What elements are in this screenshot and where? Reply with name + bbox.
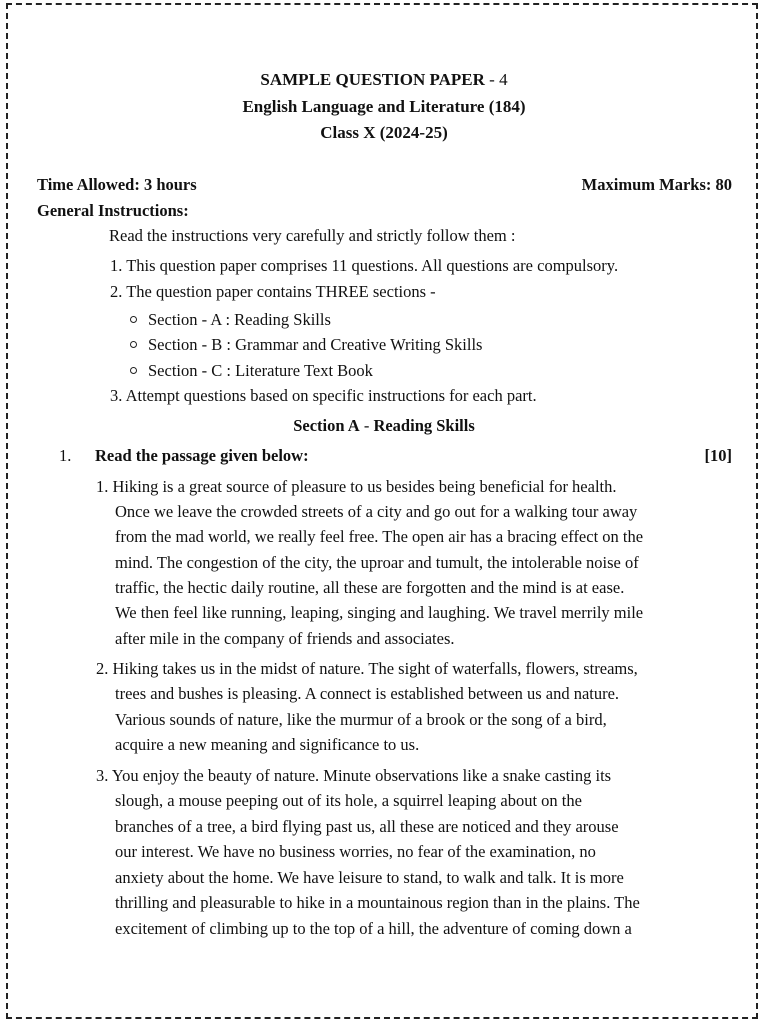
passage-line: after mile in the company of friends and associates. — [115, 629, 455, 648]
paper-class: Class X (2024-25) — [320, 123, 448, 142]
instruction-item: 3. Attempt questions based on specific instructions for each part. — [110, 386, 537, 405]
section-list-item: Section - B : Grammar and Creative Writing Skills — [148, 335, 483, 354]
passage-line: from the mad world, we really feel free. The open air has a bracing effect on the — [115, 527, 644, 546]
question-prompt: Read the passage given below: — [95, 446, 309, 465]
instructions-heading: General Instructions: — [37, 201, 189, 220]
instruction-item: 1. This question paper comprises 11 questions. All questions are compulsory. — [110, 256, 619, 275]
maximum-marks: Maximum Marks: 80 — [581, 175, 732, 194]
passage-line: Various sounds of nature, like the murmur of a brook or the song of a bird, — [115, 710, 607, 729]
time-allowed: Time Allowed: 3 hours — [37, 175, 197, 194]
bullet-circle-icon — [130, 341, 137, 348]
bullet-circle-icon — [130, 316, 137, 323]
passage-line: excitement of climbing up to the top of a hill, the adventure of coming down a — [115, 919, 632, 938]
passage-line: anxiety about the home. We have leisure to stand, to walk and talk. It is more — [115, 868, 624, 887]
instructions-intro: Read the instructions very carefully and strictly follow them : — [109, 226, 516, 245]
passage-line: traffic, the hectic daily routine, all these are forgotten and the mind is at ease. — [115, 578, 625, 597]
passage-line: slough, a mouse peeping out of its hole, a squirrel leaping about on the — [115, 791, 582, 810]
passage-line: trees and bushes is pleasing. A connect is established between us and nature. — [115, 684, 620, 703]
passage-line: thrilling and pleasurable to hike in a mountainous region than in the plains. The — [115, 893, 640, 912]
passage-line: 2. Hiking takes us in the midst of nature. The sight of waterfalls, flowers, streams, — [96, 659, 638, 678]
passage-line: We then feel like running, leaping, singing and laughing. We travel merrily mile — [115, 603, 644, 622]
passage-line: mind. The congestion of the city, the uproar and tumult, the intolerable noise of — [115, 553, 639, 572]
passage-line: acquire a new meaning and significance to us. — [115, 735, 420, 754]
passage-line: branches of a tree, a bird flying past us, all these are noticed and they arouse — [115, 817, 619, 836]
question-marks: [10] — [704, 446, 732, 465]
passage-line: our interest. We have no business worries, no fear of the examination, no — [115, 842, 596, 861]
passage-line: 3. You enjoy the beauty of nature. Minute observations like a snake casting its — [96, 766, 612, 785]
question-number: 1. — [59, 446, 72, 465]
bullet-circle-icon — [130, 367, 137, 374]
passage-line: Once we leave the crowded streets of a city and go out for a walking tour away — [115, 502, 638, 521]
passage-line: 1. Hiking is a great source of pleasure to us besides being beneficial for health. — [96, 477, 617, 496]
paper-title: SAMPLE QUESTION PAPER - 4 — [260, 70, 508, 89]
section-list-item: Section - A : Reading Skills — [148, 310, 331, 329]
section-list-item: Section - C : Literature Text Book — [148, 361, 373, 380]
section-a-title: Section A - Reading Skills — [293, 416, 475, 435]
instruction-item: 2. The question paper contains THREE sections - — [110, 282, 436, 301]
paper-subject: English Language and Literature (184) — [242, 97, 526, 116]
